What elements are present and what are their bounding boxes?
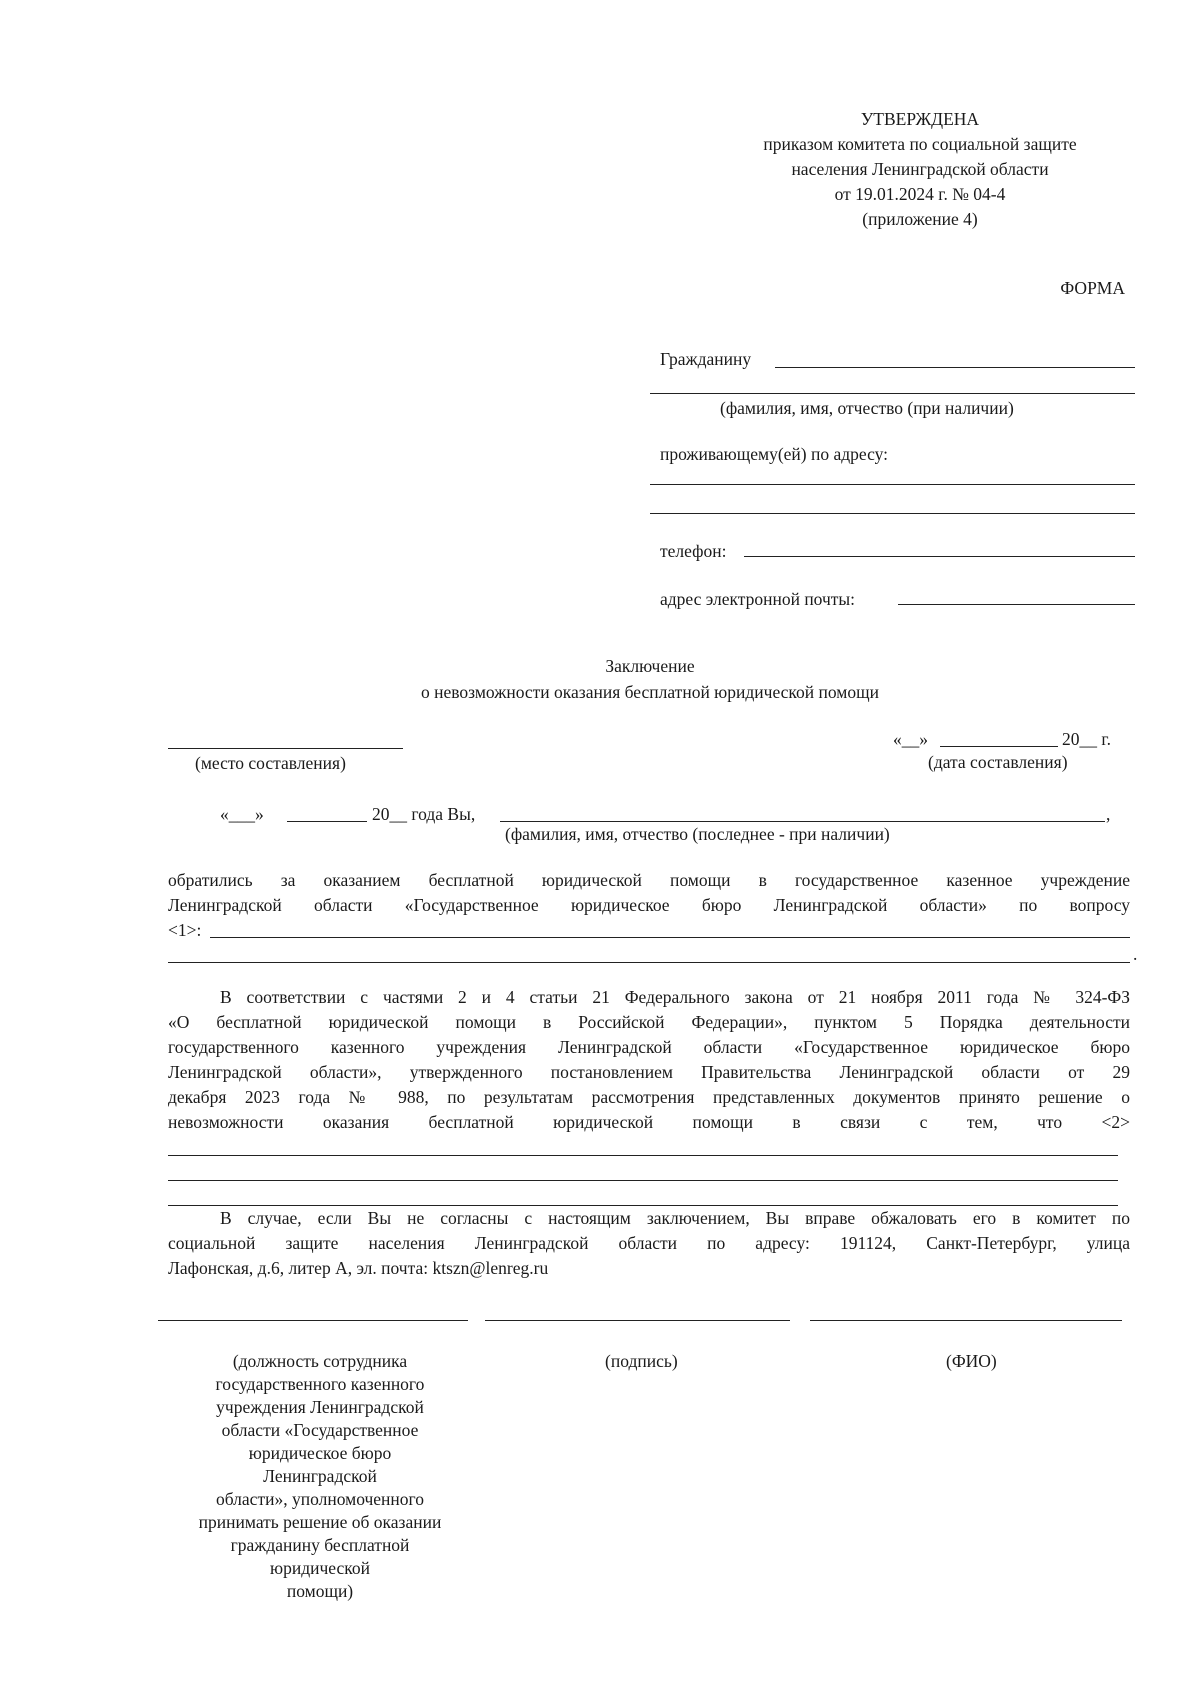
applicant-fio-caption: (фамилия, имя, отчество (последнее - при наличии): [505, 824, 890, 844]
applied-month-line[interactable]: [287, 821, 367, 822]
request-line: обратились за оказанием бесплатной юридической помощи в государственное казенное учреждение: [168, 870, 1130, 890]
approval-title: УТВЕРЖДЕНА: [860, 109, 980, 129]
decision-line: государственного казенного учреждения Ленинградской области «Государственное юридическое бюро: [168, 1037, 1130, 1057]
position-caption-line: юридической: [270, 1558, 370, 1578]
signature-line[interactable]: [485, 1320, 790, 1321]
form-label: ФОРМА: [1060, 278, 1125, 298]
decision-line: декабря 2023 года № 988, по результатам рассмотрения представленных документов принято решение о: [168, 1087, 1130, 1107]
position-caption-line: учреждения Ленинградской: [216, 1397, 424, 1417]
position-signature-line[interactable]: [158, 1320, 468, 1321]
approval-line: от 19.01.2024 г. № 04-4: [834, 184, 1006, 204]
appeal-paragraph: [168, 1206, 1130, 1281]
reason-line-1[interactable]: [168, 1155, 1118, 1156]
request-line: <1>:: [168, 920, 202, 940]
approval-line: приказом комитета по социальной защите: [763, 134, 1077, 154]
position-caption: [150, 1350, 490, 1603]
position-caption-line: юридическое бюро: [248, 1443, 392, 1463]
position-caption-line: области», уполномоченного: [215, 1489, 425, 1509]
citizen-label: Гражданину: [660, 349, 752, 369]
approval-line: (приложение 4): [862, 209, 978, 229]
citizen-name-line[interactable]: [775, 367, 1135, 368]
position-caption-line: (должность сотрудника: [232, 1351, 408, 1371]
sign-caption: (подпись): [605, 1351, 678, 1371]
decision-line: В соответствии с частями 2 и 4 статьи 21 Федерального закона от 21 ноября 2011 года № 324-ФЗ: [220, 987, 1130, 1007]
fio-caption-bottom: (ФИО): [946, 1351, 997, 1371]
appeal-line: Лафонская, д.6, литер А, эл. почта: ktszn@lenreg.ru: [168, 1258, 549, 1278]
position-caption-line: гражданину бесплатной: [230, 1535, 410, 1555]
date-day: «__»: [893, 729, 928, 749]
position-caption-line: области «Государственное: [221, 1420, 419, 1440]
decision-paragraph: [168, 985, 1130, 1135]
email-line[interactable]: [898, 604, 1135, 605]
document-subtitle: о невозможности оказания бесплатной юридической помощи: [421, 682, 879, 702]
date-caption: (дата составления): [928, 752, 1068, 772]
applicant-fio-line[interactable]: [500, 821, 1105, 822]
request-paragraph: [168, 868, 1130, 943]
position-caption-line: помощи): [286, 1581, 354, 1601]
request-line: Ленинградской области «Государственное юридическое бюро Ленинградской области» по вопросу: [168, 895, 1130, 915]
appeal-line: В случае, если Вы не согласны с настоящим заключением, Вы вправе обжаловать его в комитет по: [220, 1208, 1130, 1228]
decision-line: невозможности оказания бесплатной юридической помощи в связи с тем, что <2>: [168, 1112, 1130, 1132]
applied-year: 20__ года Вы,: [372, 804, 476, 824]
fio-signature-line[interactable]: [810, 1320, 1122, 1321]
decision-line: «О бесплатной юридической помощи в Российской Федерации», пунктом 5 Порядка деятельности: [168, 1012, 1130, 1032]
fio-caption: (фамилия, имя, отчество (при наличии): [720, 398, 1014, 418]
appeal-line: социальной защите населения Ленинградской области по адресу: 191124, Санкт-Петербург, улица: [168, 1233, 1130, 1253]
request-question-line-2[interactable]: [168, 962, 1130, 963]
phone-label: телефон:: [660, 541, 727, 561]
applied-comma: ,: [1106, 804, 1111, 824]
document-title: Заключение: [605, 656, 695, 676]
position-caption-line: государственного казенного: [215, 1374, 425, 1394]
request-question-line-1[interactable]: [210, 937, 1130, 938]
phone-line[interactable]: [744, 556, 1135, 557]
email-label: адрес электронной почты:: [660, 589, 856, 609]
decision-line: Ленинградской области», утвержденного постановлением Правительства Ленинградской области от 29: [168, 1062, 1130, 1082]
reason-line-2[interactable]: [168, 1180, 1118, 1181]
address-label: проживающему(ей) по адресу:: [660, 444, 889, 464]
citizen-name-line-2[interactable]: [650, 393, 1135, 394]
date-month-line[interactable]: [940, 746, 1058, 747]
place-line[interactable]: [168, 748, 403, 749]
place-caption: (место составления): [195, 753, 346, 773]
applied-day: «___»: [220, 804, 264, 824]
date-year: 20__ г.: [1062, 729, 1111, 749]
address-line-1[interactable]: [650, 484, 1135, 485]
approval-block: [700, 107, 1140, 232]
address-line-2[interactable]: [650, 513, 1135, 514]
approval-line: населения Ленинградской области: [791, 159, 1049, 179]
position-caption-line: Ленинградской: [263, 1466, 377, 1486]
position-caption-line: принимать решение об оказании: [198, 1512, 442, 1532]
request-end-dot: .: [1133, 944, 1138, 964]
